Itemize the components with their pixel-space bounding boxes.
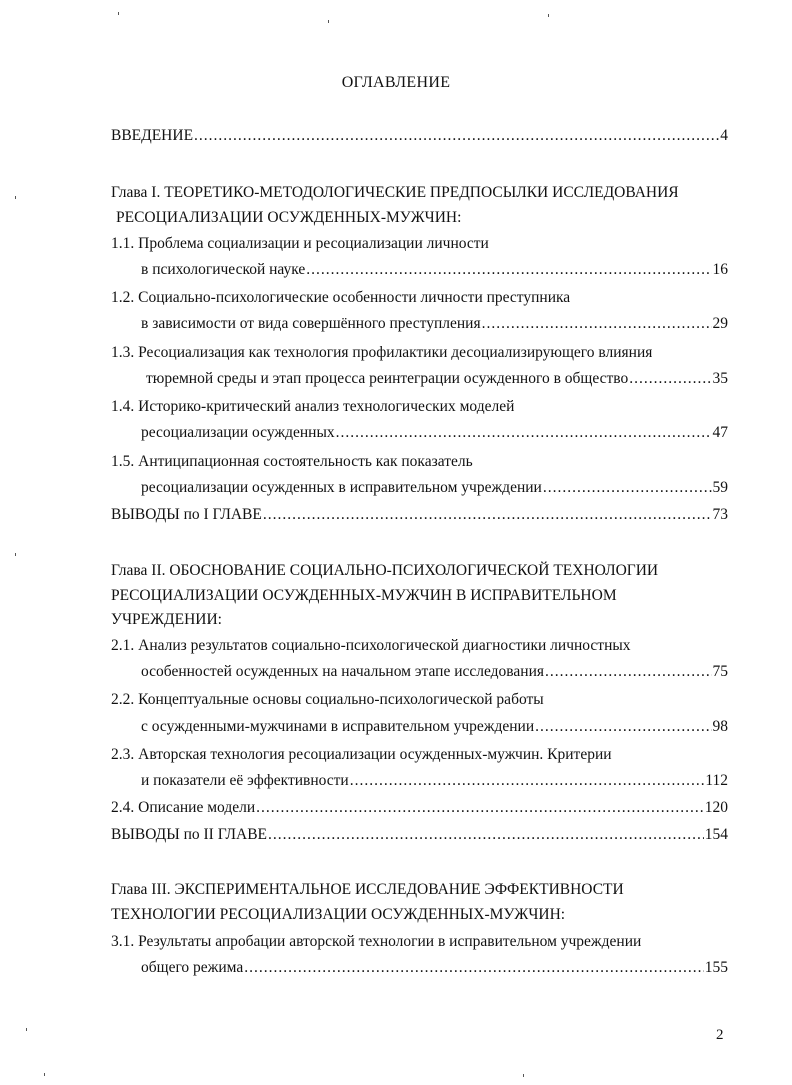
toc-page-number: 35: [712, 370, 728, 387]
toc-entry-section-1-1[interactable]: в психологической науке ..... 16: [141, 260, 728, 280]
chapter-2-heading[interactable]: Глава II. ОБОСНОВАНИЕ СОЦИАЛЬНО-ПСИХОЛОГИЧЕСКОЙ ТЕХНОЛОГИИ: [111, 562, 659, 579]
toc-page-number: 154: [704, 826, 728, 843]
toc-entry-section-2-1[interactable]: особенностей осужденных на начальном этапе исследования ..... 75: [141, 662, 728, 682]
scan-speck: [44, 1073, 45, 1076]
scan-speck: [328, 20, 329, 23]
toc-page-number: 75: [712, 663, 728, 680]
chapter-3-heading[interactable]: Глава III. ЭКСПЕРИМЕНТАЛЬНОЕ ИССЛЕДОВАНИЕ ЭФФЕКТИВНОСТИ: [111, 881, 624, 898]
toc-entry-section-2-4[interactable]: 2.4. Описание модели ..... 120: [111, 798, 728, 818]
toc-section-1-3[interactable]: 1.3. Ресоциализация как технология профилактики десоциализирующего влияния: [111, 344, 653, 361]
toc-entry-introduction[interactable]: [111, 126, 728, 146]
toc-entry-section-1-4[interactable]: ресоциализации осужденных ..... 47: [141, 423, 728, 443]
toc-section-2-1[interactable]: 2.1. Анализ результатов социально-психологической диагностики личностных: [111, 637, 631, 654]
toc-entry-section-2-3[interactable]: и показатели её эффективности ..... 112: [141, 771, 728, 791]
toc-page-number: 73: [712, 506, 728, 523]
scan-speck: [26, 1028, 27, 1031]
page-number: 2: [716, 1027, 724, 1043]
toc-page-number: 98: [712, 718, 728, 735]
toc-section-1-1[interactable]: 1.1. Проблема социализации и ресоциализации личности: [111, 235, 489, 252]
toc-section-3-1[interactable]: 3.1. Результаты апробации авторской технологии в исправительном учреждении: [111, 933, 642, 950]
toc-page-number: 4: [720, 127, 728, 144]
toc-page-number: 29: [712, 315, 728, 332]
toc-entry-section-1-2[interactable]: в зависимости от вида совершённого преступления ..... 29: [141, 314, 728, 334]
toc-entry-label: ВВЕДЕНИЕ: [111, 127, 194, 144]
toc-page-number: 59: [712, 479, 728, 496]
scan-speck: [548, 14, 549, 17]
scan-speck: [118, 12, 119, 15]
chapter-2-heading: УЧРЕЖДЕНИИ:: [111, 611, 222, 628]
toc-section-2-2[interactable]: 2.2. Концептуальные основы социально-психологической работы: [111, 691, 544, 708]
toc-page-number: 47: [712, 424, 728, 441]
scan-speck: [15, 553, 16, 556]
toc-section-2-3[interactable]: 2.3. Авторская технология ресоциализации осужденных-мужчин. Критерии: [111, 746, 612, 763]
toc-page-number: 120: [704, 799, 728, 816]
toc-page-number: 112: [705, 772, 728, 789]
chapter-3-heading: ТЕХНОЛОГИИ РЕСОЦИАЛИЗАЦИИ ОСУЖДЕННЫХ-МУЖЧИН:: [111, 906, 566, 923]
toc-entry-section-1-3[interactable]: тюремной среды и этап процесса реинтеграции осужденного в общество ..... 35: [146, 369, 728, 389]
toc-entry-chapter-2-conclusions[interactable]: ВЫВОДЫ по II ГЛАВЕ ..... 154: [111, 825, 728, 845]
scan-speck: [15, 196, 16, 199]
toc-entry-section-2-2[interactable]: с осужденными-мужчинами в исправительном учреждении ..... 98: [141, 717, 728, 737]
toc-page-number: 155: [704, 959, 728, 976]
toc-entry-chapter-1-conclusions[interactable]: ВЫВОДЫ по I ГЛАВЕ ..... 73: [111, 505, 728, 525]
scan-speck: [523, 1074, 524, 1077]
toc-section-1-5[interactable]: 1.5. Антиципационная состоятельность как показатель: [111, 453, 473, 470]
toc-section-1-4[interactable]: 1.4. Историко-критический анализ технологических моделей: [111, 398, 515, 415]
toc-entry-section-1-5[interactable]: ресоциализации осужденных в исправительном учреждении ..... 59: [141, 478, 728, 498]
toc-section-1-2[interactable]: 1.2. Социально-психологические особенности личности преступника: [111, 289, 571, 306]
toc-page-number: 16: [712, 261, 728, 278]
chapter-2-heading: РЕСОЦИАЛИЗАЦИИ ОСУЖДЕННЫХ-МУЖЧИН В ИСПРАВИТЕЛЬНОМ: [111, 587, 617, 604]
chapter-1-heading[interactable]: Глава I. ТЕОРЕТИКО-МЕТОДОЛОГИЧЕСКИЕ ПРЕДПОСЫЛКИ ИССЛЕДОВАНИЯ: [111, 184, 679, 201]
toc-entry-section-3-1[interactable]: общего режима ..... 155: [141, 958, 728, 978]
chapter-1-heading: РЕСОЦИАЛИЗАЦИИ ОСУЖДЕННЫХ-МУЖЧИН:: [116, 209, 462, 226]
page-title: ОГЛАВЛЕНИЕ: [341, 74, 451, 91]
